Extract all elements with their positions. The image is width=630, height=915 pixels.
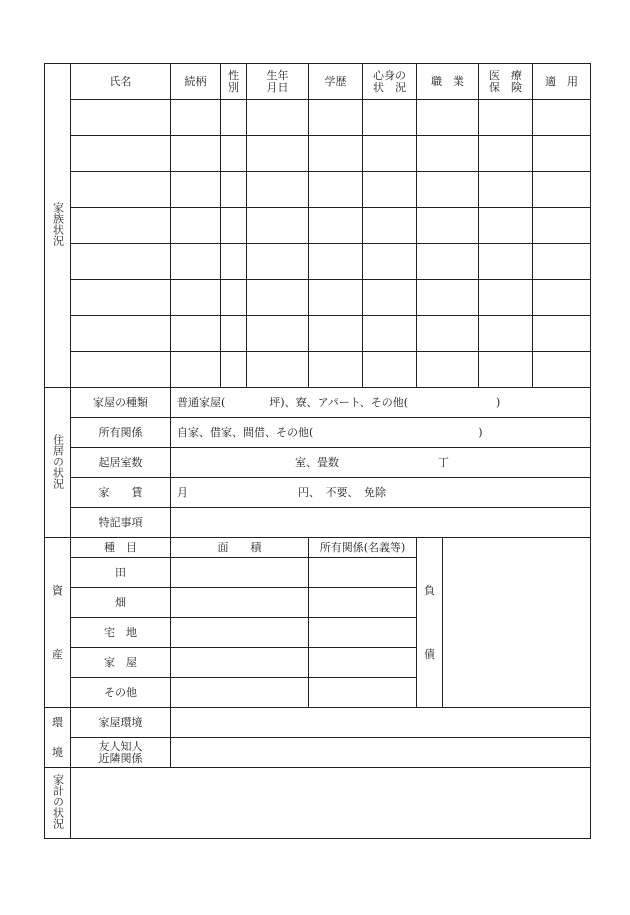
- header-education: 学歴: [309, 64, 363, 100]
- family-row: [45, 208, 591, 244]
- asset-type-other: その他: [71, 678, 171, 708]
- family-cell-insurance[interactable]: [479, 316, 533, 352]
- header-name: 氏名: [71, 64, 171, 100]
- family-cell-name[interactable]: [71, 172, 171, 208]
- family-cell-applicable[interactable]: [533, 244, 591, 280]
- family-row: [45, 100, 591, 136]
- family-cell-applicable[interactable]: [533, 208, 591, 244]
- family-cell-education[interactable]: [309, 208, 363, 244]
- debt-text-2: 債: [424, 647, 435, 661]
- housing-value-ownership[interactable]: 自家、借家、間借、その他( ): [171, 418, 591, 448]
- family-section-label: [45, 64, 71, 388]
- family-cell-birth[interactable]: [247, 100, 309, 136]
- family-cell-insurance[interactable]: [479, 244, 533, 280]
- family-cell-applicable[interactable]: [533, 136, 591, 172]
- environment-value-relations[interactable]: [171, 738, 591, 768]
- header-relation: 続柄: [171, 64, 221, 100]
- asset-area[interactable]: [171, 558, 309, 588]
- header-applicable: 適 用: [533, 64, 591, 100]
- family-cell-applicable[interactable]: [533, 352, 591, 388]
- family-cell-health[interactable]: [363, 208, 417, 244]
- assets-header-area: 面 積: [171, 538, 309, 558]
- family-cell-health[interactable]: [363, 244, 417, 280]
- housing-value-notes[interactable]: [171, 508, 591, 538]
- header-sex: [221, 64, 247, 100]
- family-cell-applicable[interactable]: [533, 100, 591, 136]
- assets-section-label: [45, 538, 71, 708]
- family-cell-relation[interactable]: [171, 208, 221, 244]
- family-cell-applicable[interactable]: [533, 280, 591, 316]
- family-cell-birth[interactable]: [247, 172, 309, 208]
- family-cell-birth[interactable]: [247, 136, 309, 172]
- header-health-line2: 状 況: [373, 80, 406, 94]
- housing-label-type: 家屋の種類: [71, 388, 171, 418]
- header-insurance-line1: 医 療: [489, 68, 522, 82]
- family-cell-insurance[interactable]: [479, 280, 533, 316]
- family-cell-occupation[interactable]: [417, 316, 479, 352]
- asset-ownership[interactable]: [309, 618, 417, 648]
- family-cell-name[interactable]: [71, 244, 171, 280]
- family-row: [45, 280, 591, 316]
- family-cell-health[interactable]: [363, 136, 417, 172]
- environment-row-house: [45, 708, 591, 738]
- family-cell-occupation[interactable]: [417, 244, 479, 280]
- family-row: [45, 352, 591, 388]
- family-cell-insurance[interactable]: [479, 136, 533, 172]
- family-cell-sex[interactable]: [221, 136, 247, 172]
- environment-row-relations: [45, 738, 591, 768]
- family-cell-name[interactable]: [71, 208, 171, 244]
- family-cell-sex[interactable]: [221, 316, 247, 352]
- family-cell-education[interactable]: [309, 316, 363, 352]
- environment-label-house: 家屋環境: [71, 708, 171, 738]
- family-cell-health[interactable]: [363, 280, 417, 316]
- asset-ownership[interactable]: [309, 558, 417, 588]
- family-cell-name[interactable]: [71, 280, 171, 316]
- family-cell-sex[interactable]: [221, 280, 247, 316]
- header-birth-line2: 月日: [266, 80, 289, 94]
- header-birth: [247, 64, 309, 100]
- family-cell-occupation[interactable]: [417, 100, 479, 136]
- household-table: [44, 767, 591, 839]
- household-section-label: [45, 768, 71, 839]
- family-cell-birth[interactable]: [247, 316, 309, 352]
- header-sex-line1: 性: [228, 68, 239, 82]
- family-cell-education[interactable]: [309, 172, 363, 208]
- family-cell-sex[interactable]: [221, 244, 247, 280]
- family-cell-education[interactable]: [309, 100, 363, 136]
- family-cell-health[interactable]: [363, 352, 417, 388]
- welfare-record-form: [44, 63, 590, 839]
- family-cell-occupation[interactable]: [417, 136, 479, 172]
- family-table: [44, 63, 591, 388]
- family-cell-birth[interactable]: [247, 280, 309, 316]
- asset-type-residential-land: 宅 地: [71, 618, 171, 648]
- family-section-text: 家族状況: [51, 202, 65, 246]
- family-cell-education[interactable]: [309, 352, 363, 388]
- environment-label-relations: [71, 738, 171, 768]
- family-cell-sex[interactable]: [221, 100, 247, 136]
- family-cell-relation[interactable]: [171, 100, 221, 136]
- housing-label-notes: 特記事項: [71, 508, 171, 538]
- asset-ownership[interactable]: [309, 648, 417, 678]
- assets-table: [44, 537, 591, 708]
- assets-header-row: [45, 538, 591, 558]
- housing-value-rent[interactable]: 月 円、 不要、 免除: [171, 478, 591, 508]
- debt-label: [417, 538, 443, 708]
- family-cell-relation[interactable]: [171, 280, 221, 316]
- housing-label-rooms: 起居室数: [71, 448, 171, 478]
- header-health-line1: 心身の: [373, 68, 406, 82]
- environment-relations-line2: 近隣関係: [98, 751, 143, 765]
- family-cell-education[interactable]: [309, 244, 363, 280]
- family-cell-insurance[interactable]: [479, 208, 533, 244]
- family-cell-relation[interactable]: [171, 316, 221, 352]
- header-insurance-line2: 保 険: [489, 80, 522, 94]
- environment-relations-line1: 友人知人: [98, 739, 143, 753]
- family-cell-occupation[interactable]: [417, 280, 479, 316]
- family-cell-name[interactable]: [71, 352, 171, 388]
- family-cell-sex[interactable]: [221, 352, 247, 388]
- housing-row-type: [45, 388, 591, 418]
- family-cell-insurance[interactable]: [479, 172, 533, 208]
- header-insurance: [479, 64, 533, 100]
- family-row: [45, 172, 591, 208]
- family-cell-insurance[interactable]: [479, 100, 533, 136]
- environment-section-text-2: 境: [52, 745, 63, 759]
- header-sex-line2: 別: [228, 80, 239, 94]
- family-cell-occupation[interactable]: [417, 352, 479, 388]
- header-health: [363, 64, 417, 100]
- asset-type-house: 家 屋: [71, 648, 171, 678]
- family-cell-occupation[interactable]: [417, 172, 479, 208]
- header-birth-line1: 生年: [266, 68, 289, 82]
- family-row: [45, 316, 591, 352]
- header-occupation: 職 業: [417, 64, 479, 100]
- family-cell-applicable[interactable]: [533, 172, 591, 208]
- asset-type-field: 畑: [71, 588, 171, 618]
- family-cell-sex[interactable]: [221, 208, 247, 244]
- family-cell-education[interactable]: [309, 136, 363, 172]
- housing-label-rent: 家 賃: [71, 478, 171, 508]
- housing-row-ownership: [45, 418, 591, 448]
- family-cell-relation[interactable]: [171, 136, 221, 172]
- family-row: [45, 244, 591, 280]
- family-cell-health[interactable]: [363, 100, 417, 136]
- family-cell-relation[interactable]: [171, 172, 221, 208]
- asset-ownership[interactable]: [309, 588, 417, 618]
- asset-ownership[interactable]: [309, 678, 417, 708]
- housing-section-text: 住居の状況: [51, 433, 65, 489]
- housing-row-rooms: [45, 448, 591, 478]
- housing-table: [44, 387, 591, 538]
- family-cell-birth[interactable]: [247, 244, 309, 280]
- debt-value[interactable]: [443, 538, 591, 708]
- family-cell-name[interactable]: [71, 136, 171, 172]
- housing-row-notes: [45, 508, 591, 538]
- housing-value-rooms[interactable]: 室、畳数 丁: [171, 448, 591, 478]
- family-row: [45, 136, 591, 172]
- environment-value-house[interactable]: [171, 708, 591, 738]
- family-cell-name[interactable]: [71, 100, 171, 136]
- family-cell-sex[interactable]: [221, 172, 247, 208]
- asset-type-rice-field: 田: [71, 558, 171, 588]
- household-value[interactable]: [71, 768, 591, 839]
- housing-label-ownership: 所有関係: [71, 418, 171, 448]
- family-cell-health[interactable]: [363, 172, 417, 208]
- family-cell-birth[interactable]: [247, 208, 309, 244]
- family-cell-insurance[interactable]: [479, 352, 533, 388]
- assets-header-type: 種 目: [71, 538, 171, 558]
- family-cell-relation[interactable]: [171, 352, 221, 388]
- assets-section-text-1: 資: [52, 583, 63, 597]
- family-cell-applicable[interactable]: [533, 316, 591, 352]
- household-section-text: 家計の状況: [51, 774, 65, 829]
- assets-header-ownership: 所有関係(名義等): [309, 538, 417, 558]
- asset-area[interactable]: [171, 678, 309, 708]
- assets-section-text-2: 産: [52, 647, 63, 661]
- asset-area[interactable]: [171, 648, 309, 678]
- environment-table: [44, 707, 591, 768]
- family-cell-relation[interactable]: [171, 244, 221, 280]
- housing-value-type[interactable]: 普通家屋( 坪)、寮、アパート、その他( ): [171, 388, 591, 418]
- environment-section-label: [45, 708, 71, 768]
- family-header-row: [45, 64, 591, 100]
- housing-section-label: [45, 388, 71, 538]
- asset-area[interactable]: [171, 618, 309, 648]
- family-cell-occupation[interactable]: [417, 208, 479, 244]
- family-cell-birth[interactable]: [247, 352, 309, 388]
- housing-row-rent: [45, 478, 591, 508]
- family-cell-name[interactable]: [71, 316, 171, 352]
- debt-text-1: 負: [424, 583, 435, 597]
- household-row: [45, 768, 591, 839]
- environment-section-text-1: 環: [52, 715, 63, 729]
- asset-area[interactable]: [171, 588, 309, 618]
- family-cell-education[interactable]: [309, 280, 363, 316]
- family-cell-health[interactable]: [363, 316, 417, 352]
